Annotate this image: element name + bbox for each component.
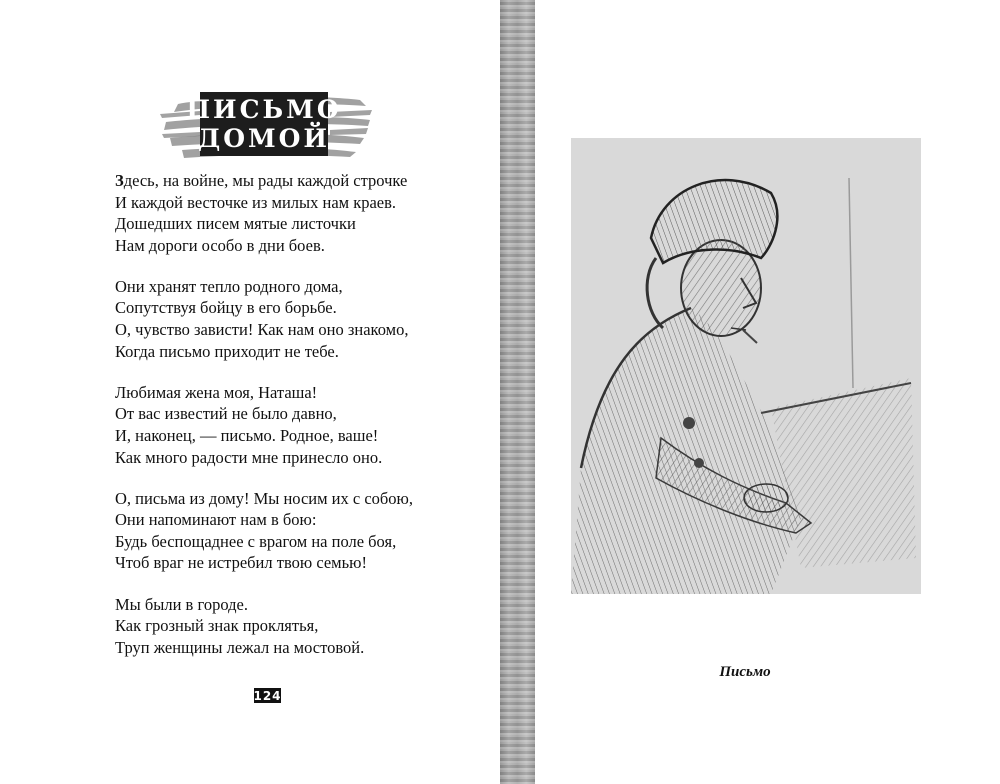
poem-line: Чтоб враг не истребил твою семью! — [115, 553, 367, 573]
poem-line: Как много радости мне принесло оно. — [115, 447, 383, 467]
book-gutter — [500, 0, 535, 784]
poem-line: И каждой весточке из милых нам краев. — [115, 192, 397, 212]
poem-line: Нам дороги особо в дни боев. — [115, 235, 325, 255]
title-box — [186, 92, 342, 156]
stanza-5 — [115, 594, 475, 659]
poem-line: От вас известий не было давно, — [115, 404, 337, 424]
poem-line: О, письма из дому! Мы носим их с собою, — [115, 488, 413, 508]
poem-line: О, чувство зависти! Как нам оно знакомо, — [115, 320, 409, 340]
poem-line: Дошедших писем мятые листочки — [115, 214, 356, 234]
poem-line: Когда письмо приходит не тебе. — [115, 341, 339, 361]
poem-line: Как грозный знак проклятья, — [115, 616, 319, 636]
title-banner — [160, 82, 372, 166]
poem-line: Будь беспощаднее с врагом на поле боя, — [115, 531, 397, 551]
poem-line: Они напоминают нам в бою: — [115, 510, 317, 530]
pencil-sketch — [571, 138, 921, 594]
first-line-text: десь, на войне, мы рады каждой строчке — [123, 171, 408, 190]
stanza-1 — [115, 170, 475, 256]
stanza-2 — [115, 276, 475, 362]
drop-letter: З — [115, 171, 124, 190]
stanza-3 — [115, 382, 475, 468]
stanza-4 — [115, 488, 475, 574]
title-line-1: ПИСЬМО — [186, 95, 342, 124]
poem — [115, 170, 475, 678]
page-number: 124 — [253, 688, 282, 703]
poem-line — [115, 170, 475, 192]
poem-line: И, наконец, — письмо. Родное, ваше! — [115, 425, 379, 445]
poem-line: Сопутствуя бойцу в его борьбе. — [115, 298, 337, 318]
title-line-2: ДОМОЙ — [197, 124, 331, 153]
illustration-caption: Письмо — [719, 664, 771, 680]
poem-line: Труп женщины лежал на мостовой. — [115, 637, 365, 657]
soldier-sketch-illustration — [571, 138, 921, 594]
poem-line: Мы были в городе. — [115, 594, 248, 614]
poem-line: Они хранят тепло родного дома, — [115, 276, 343, 296]
poem-line: Любимая жена моя, Наташа! — [115, 382, 318, 402]
right-page — [535, 0, 1000, 784]
